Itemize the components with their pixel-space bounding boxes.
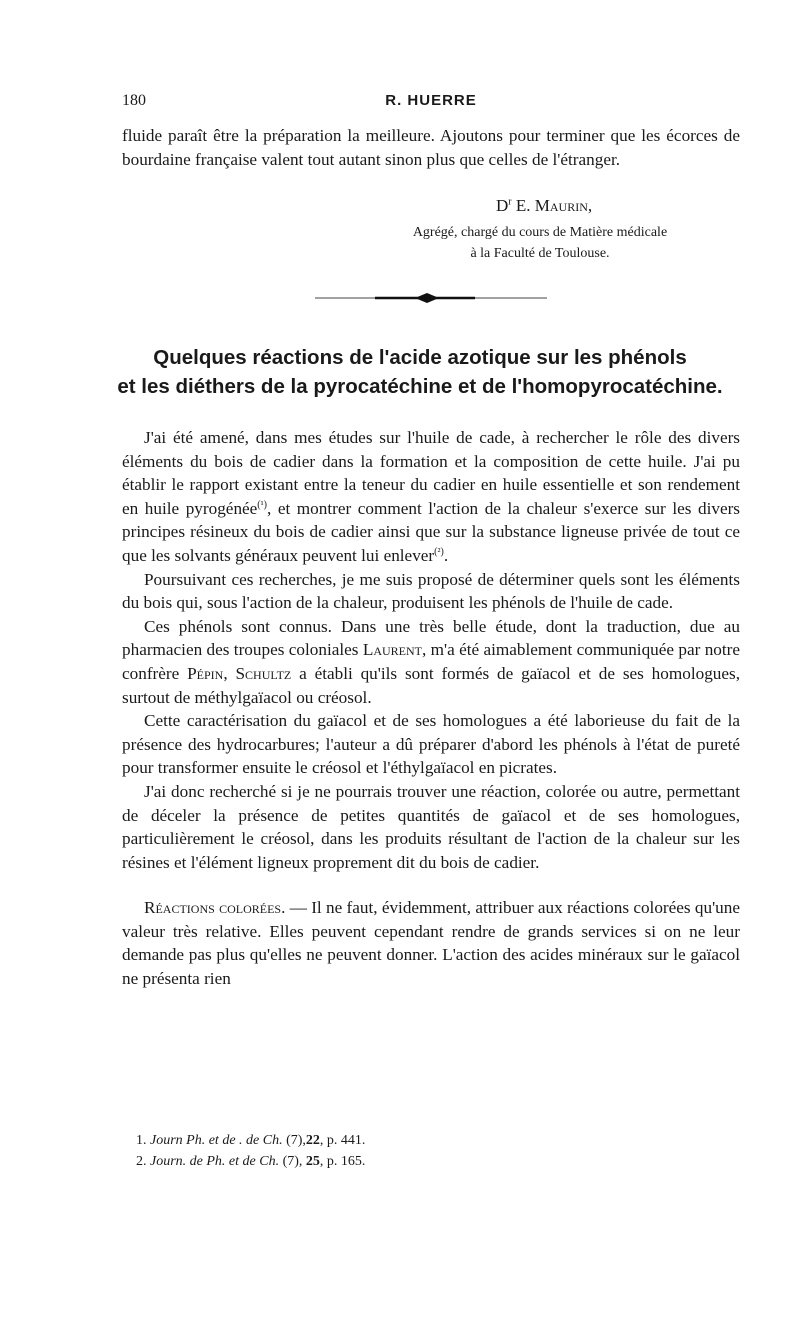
article-title-line-1: Quelques réactions de l'acide azotique sur les phénols: [153, 346, 687, 369]
running-title: R. HUERRE: [385, 92, 477, 109]
page-number: 180: [122, 92, 146, 109]
author-name-schultz: Schultz: [235, 663, 292, 683]
paragraph-3: Ces phénols sont connus. Dans une très belle étude, dont la traduction, due au pharmacien des troupes coloniales Laurent, m'a été aimablement communiquée par notre confrère Pépin, Schultz a établi qu'ils sont formés de gaïacol et de ses homologues, surtout de méthylgaïacol ou créosol.: [122, 616, 741, 707]
article-body: [122, 426, 740, 991]
paragraph-4: Cette caractérisation du gaïacol et de ses homologues a été laborieuse du fait de la présence des hydrocarbures; l'auteur a dû préparer d'abord les phénols à l'état de pureté pour transformer ensuite le créosol et l'éthylgaïacol en picrates.: [122, 711, 740, 778]
footnote-ref-1: (¹): [257, 499, 267, 511]
paragraph-1: J'ai été amené, dans mes études sur l'huile de cade, à rechercher le rôle des divers éléments du bois de cadier dans la formation et la composition de cette huile. J'ai pu établir le rapport existant entre la teneur du cadier en huile essentielle et son rendement en huile pyrogénée$^{(^1)}$, et montrer comment l'action de la chaleur s'exerce sur les divers principes résineux du bois de cadier ainsi que sur la substance ligneuse privée de tout ce que les solvants généraux peuvent lui enlever$^{(^2)}$.: [122, 428, 740, 565]
signature-prefix-sup: r: [508, 196, 512, 208]
affiliation-line-2: à la Faculté de Toulouse.: [470, 246, 610, 261]
paragraph-6: Réactions colorées. — Il ne faut, évidemment, attribuer aux réactions colorées qu'une valeur très relative. Elles peuvent cependant rendre de grands services si on ne leur demande pas plus qu'elles ne peuvent donner. L'action des acides minéraux sur le gaïacol ne présenta rien: [122, 898, 740, 989]
section-divider: [315, 288, 547, 308]
intro-paragraph: fluide paraît être la préparation la meilleure. Ajoutons pour terminer que les écorces de bourdaine française valent tout autant sinon plus que celles de l'étranger.: [122, 126, 740, 169]
footnote-1: 1. Journ Ph. et de . de Ch. (7),22, p. 441.: [136, 1133, 366, 1148]
signature-name: E. Maurin,: [515, 196, 593, 215]
footnote-2: 2. Journ. de Ph. et de Ch. (7), 25, p. 165.: [136, 1154, 366, 1169]
signature-prefix: D: [496, 196, 509, 215]
author-name-laurent: Laurent: [362, 640, 422, 660]
footnotes: [136, 1130, 736, 1172]
author-name-pepin: Pépin: [187, 663, 224, 683]
paragraph-5: J'ai donc recherché si je ne pourrais trouver une réaction, colorée ou autre, permettant de déceler la présence de petites quantités de gaïacol et de ses homologues, particulièrement le créosol, dans les produits résultant de l'action de la chaleur sur les résines et l'élément ligneux proprement dit du bois de cadier.: [122, 781, 740, 872]
paragraph-2: Poursuivant ces recherches, je me suis proposé de déterminer quels sont les éléments du bois qui, sous l'action de la chaleur, produisent les phénols de l'huile de cade.: [122, 569, 740, 613]
section-heading-reactions: Réactions colorées.: [144, 898, 286, 918]
running-header: [122, 92, 740, 112]
article-title-line-2: et les diéthers de la pyrocatéchine et de l'homopyrocatéchine.: [117, 375, 723, 398]
affiliation-line-1: Agrégé, chargé du cours de Matière médicale: [412, 225, 668, 240]
intro-paragraph-block: [122, 124, 740, 171]
article-title: [100, 343, 740, 401]
footnote-ref-2: (²): [434, 546, 444, 558]
author-signature: [496, 196, 592, 216]
